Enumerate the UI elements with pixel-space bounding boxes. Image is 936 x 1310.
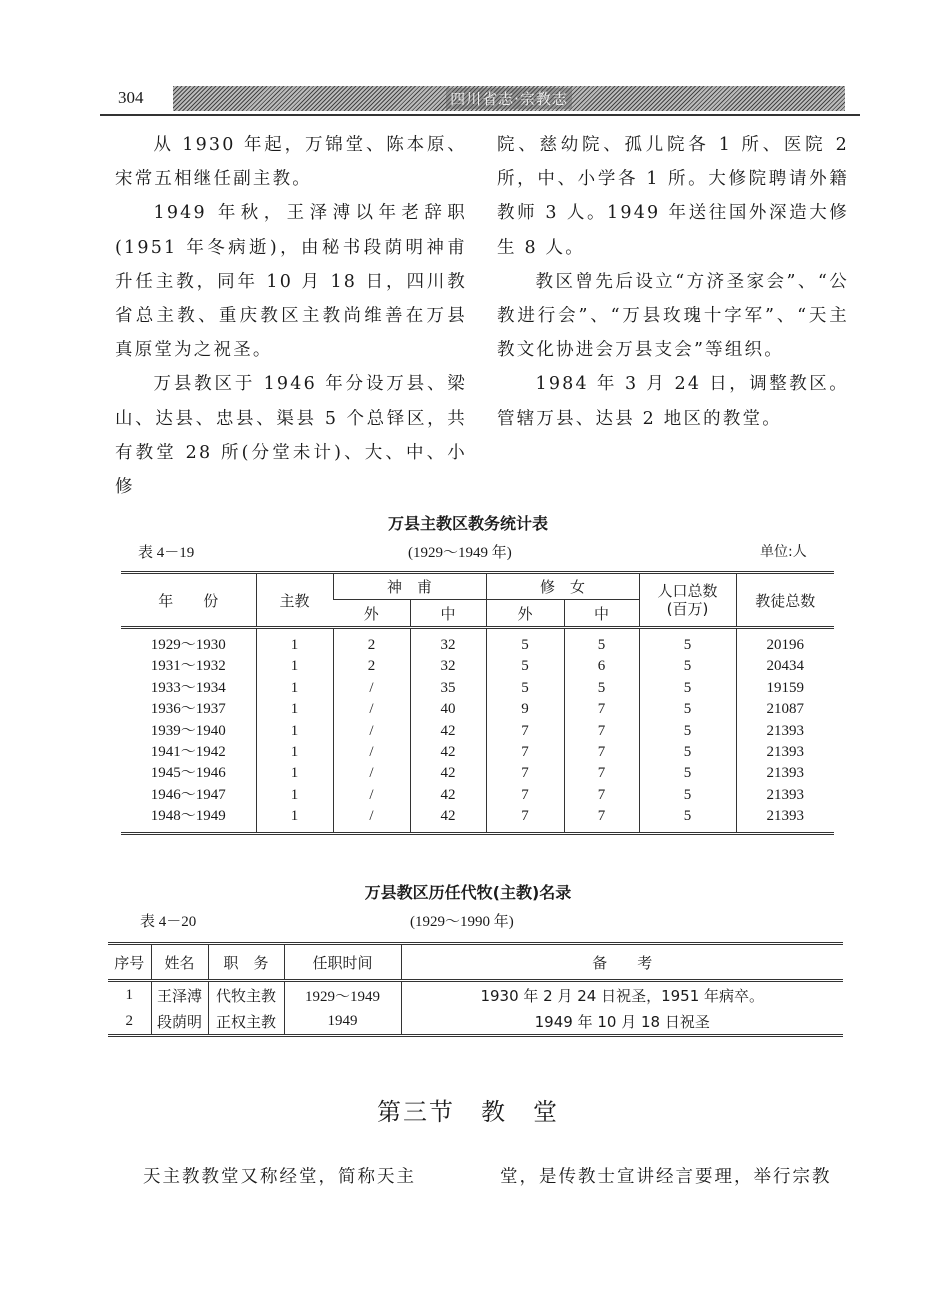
table-cell: 王泽溥 xyxy=(151,981,208,1009)
table-cell: 正权主教 xyxy=(208,1008,284,1036)
table-row xyxy=(108,1008,843,1036)
table-cell: 1930 年 2 月 24 日祝圣，1951 年病卒。 xyxy=(401,981,843,1009)
table-cell: 5 xyxy=(639,628,736,657)
table-cell: 1 xyxy=(256,785,333,806)
table-cell: 1 xyxy=(256,742,333,763)
table-cell: 42 xyxy=(410,742,486,763)
table-cell: 5 xyxy=(639,806,736,833)
table-row xyxy=(121,678,834,699)
table-cell: 5 xyxy=(564,678,639,699)
table-cell: / xyxy=(333,678,410,699)
table-cell: / xyxy=(333,763,410,784)
table-cell: 5 xyxy=(486,628,564,657)
table-cell: 42 xyxy=(410,721,486,742)
table-cell: 1 xyxy=(256,678,333,699)
header-believers: 教徒总数 xyxy=(736,573,834,628)
table-cell: 32 xyxy=(410,628,486,657)
table-cell: 7 xyxy=(564,742,639,763)
table-cell: 7 xyxy=(564,785,639,806)
table-cell: 7 xyxy=(486,785,564,806)
table-cell: 5 xyxy=(486,656,564,677)
table-cell: 1949 年 10 月 18 日祝圣 xyxy=(401,1008,843,1036)
table-row xyxy=(121,721,834,742)
table-cell: / xyxy=(333,742,410,763)
table-cell: 5 xyxy=(639,785,736,806)
header-nun-chinese: 中 xyxy=(564,600,639,628)
table-cell: 2 xyxy=(125,1012,133,1029)
table-cell: 5 xyxy=(639,678,736,699)
header-population xyxy=(639,573,736,628)
table-cell: 9 xyxy=(486,699,564,720)
header-year: 年 份 xyxy=(121,573,256,628)
table-cell: 7 xyxy=(564,699,639,720)
table-cell: / xyxy=(333,806,410,833)
paragraph: 1949 年秋，王泽溥以年老辞职(1951 年冬病逝)，由秘书段荫明神甫升任主教，同年 10 月 18 日，四川教省总主教、重庆教区主教尚维善在万县真原堂为之祝圣。 xyxy=(115,203,467,361)
paragraph: 教区曾先后设立“方济圣家会”、“公教进行会”、“万县玫瑰十字军”、“天主教文化协进会万县支会”等组织。 xyxy=(497,271,849,361)
table-row xyxy=(108,981,843,1009)
table-cell: 1945～1946 xyxy=(150,765,226,782)
table-cell: 1 xyxy=(256,806,333,833)
header-index: 序号 xyxy=(108,944,151,981)
table-cell: 42 xyxy=(410,806,486,833)
table-row xyxy=(121,628,834,657)
table-row xyxy=(121,699,834,720)
table-cell: 5 xyxy=(639,763,736,784)
table-cell: 35 xyxy=(410,678,486,699)
page-number: 304 xyxy=(118,88,144,107)
table-cell: 21087 xyxy=(736,699,834,720)
table2-number: 表 4－20 xyxy=(140,914,197,930)
table1 xyxy=(121,571,834,835)
table-cell: / xyxy=(333,699,410,720)
section-title: 第三节 教 堂 xyxy=(377,1098,559,1126)
table-cell: 5 xyxy=(639,656,736,677)
header-name: 姓名 xyxy=(151,944,208,981)
table1-number: 表 4－19 xyxy=(138,545,195,561)
table-cell: 20196 xyxy=(736,628,834,657)
table-cell: 5 xyxy=(639,742,736,763)
table-cell: 1929～1930 xyxy=(150,637,226,653)
table-row xyxy=(121,742,834,763)
header-priest-chinese: 中 xyxy=(410,600,486,628)
table-cell: 1949 xyxy=(284,1008,401,1036)
table-cell: 7 xyxy=(564,763,639,784)
table2-title: 万县教区历任代牧(主教)名录 xyxy=(364,883,572,902)
table-cell: 7 xyxy=(486,763,564,784)
table-cell: 7 xyxy=(564,721,639,742)
table-cell: 5 xyxy=(486,678,564,699)
table-cell: 21393 xyxy=(736,742,834,763)
table-cell: / xyxy=(333,785,410,806)
table-row xyxy=(121,763,834,784)
table-row xyxy=(121,806,834,833)
table-cell: 21393 xyxy=(736,763,834,784)
table-cell: 7 xyxy=(486,721,564,742)
table-cell: 1 xyxy=(256,628,333,657)
table-cell: 1941～1942 xyxy=(150,744,226,761)
table-cell: 1936～1937 xyxy=(150,701,226,718)
table-row xyxy=(121,656,834,677)
table-cell: 1929～1949 xyxy=(284,981,401,1009)
section-text-left: 天主教教堂又称经堂，简称天主 xyxy=(143,1167,416,1187)
table-cell: 7 xyxy=(486,806,564,833)
table1-period: (1929～1949 年) xyxy=(408,545,512,561)
paragraph: 从 1930 年起，万锦堂、陈本原、宋常五相继任副主教。 xyxy=(115,135,467,190)
header-nun-foreign: 外 xyxy=(486,600,564,628)
table-cell: 1948～1949 xyxy=(150,808,226,825)
table-cell: 段荫明 xyxy=(151,1008,208,1036)
header-rule xyxy=(100,114,860,116)
header-nun: 修 女 xyxy=(486,573,639,600)
table-cell: 1933～1934 xyxy=(150,679,226,696)
table1-title: 万县主教区教务统计表 xyxy=(387,514,548,533)
table-cell: 2 xyxy=(333,656,410,677)
table-cell: 21393 xyxy=(736,721,834,742)
table-cell: 1946～1947 xyxy=(150,786,226,803)
table-cell: 1 xyxy=(256,721,333,742)
table-cell: 40 xyxy=(410,699,486,720)
table-cell: / xyxy=(333,721,410,742)
table-cell: 代牧主教 xyxy=(208,981,284,1009)
table-cell: 20434 xyxy=(736,656,834,677)
table-cell: 1 xyxy=(256,763,333,784)
table-cell: 42 xyxy=(410,763,486,784)
paragraph: 万县教区于 1946 年分设万县、梁山、达县、忠县、渠县 5 个总铎区，共有教堂 28 所(分堂未计)、大、中、小修 xyxy=(115,374,467,498)
table1-unit: 单位:人 xyxy=(760,544,807,560)
table2-period: (1929～1990 年) xyxy=(410,914,514,930)
header-priest: 神 甫 xyxy=(333,573,486,600)
table-cell: 5 xyxy=(639,699,736,720)
table-cell: 21393 xyxy=(736,806,834,833)
running-header-band xyxy=(173,86,845,111)
table-cell: 5 xyxy=(564,628,639,657)
paragraph: 院、慈幼院、孤儿院各 1 所、医院 2 所，中、小学各 1 所。大修院聘请外籍教师 3 人。1949 年送往国外深造大修生 8 人。 xyxy=(497,135,849,258)
table-cell: 42 xyxy=(410,785,486,806)
header-population-unit: (百万) xyxy=(666,600,709,618)
running-title: 四川省志·宗教志 xyxy=(446,88,572,109)
table-cell: 32 xyxy=(410,656,486,677)
table-cell: 7 xyxy=(486,742,564,763)
header-bishop: 主教 xyxy=(256,573,333,628)
table-cell: 1 xyxy=(125,986,133,1003)
table-cell: 1 xyxy=(256,656,333,677)
header-priest-foreign: 外 xyxy=(333,600,410,628)
table-cell: 5 xyxy=(639,721,736,742)
table-cell: 1931～1932 xyxy=(150,658,226,675)
table-cell: 7 xyxy=(564,806,639,833)
paragraph: 1984 年 3 月 24 日，调整教区。管辖万县、达县 2 地区的教堂。 xyxy=(497,374,849,429)
table-cell: 2 xyxy=(333,628,410,657)
left-column xyxy=(115,128,467,504)
header-position: 职 务 xyxy=(208,944,284,981)
table-cell: 21393 xyxy=(736,785,834,806)
header-population-label: 人口总数 xyxy=(657,582,718,600)
table2 xyxy=(108,942,843,1037)
section-text-right: 堂，是传教士宣讲经言要理，举行宗教 xyxy=(500,1167,832,1187)
header-remarks: 备 考 xyxy=(401,944,843,981)
table-cell: 1939～1940 xyxy=(150,722,226,739)
header-tenure: 任职时间 xyxy=(284,944,401,981)
right-column xyxy=(497,128,849,436)
table-cell: 6 xyxy=(564,656,639,677)
table-row xyxy=(121,785,834,806)
table-cell: 1 xyxy=(256,699,333,720)
table-cell: 19159 xyxy=(736,678,834,699)
